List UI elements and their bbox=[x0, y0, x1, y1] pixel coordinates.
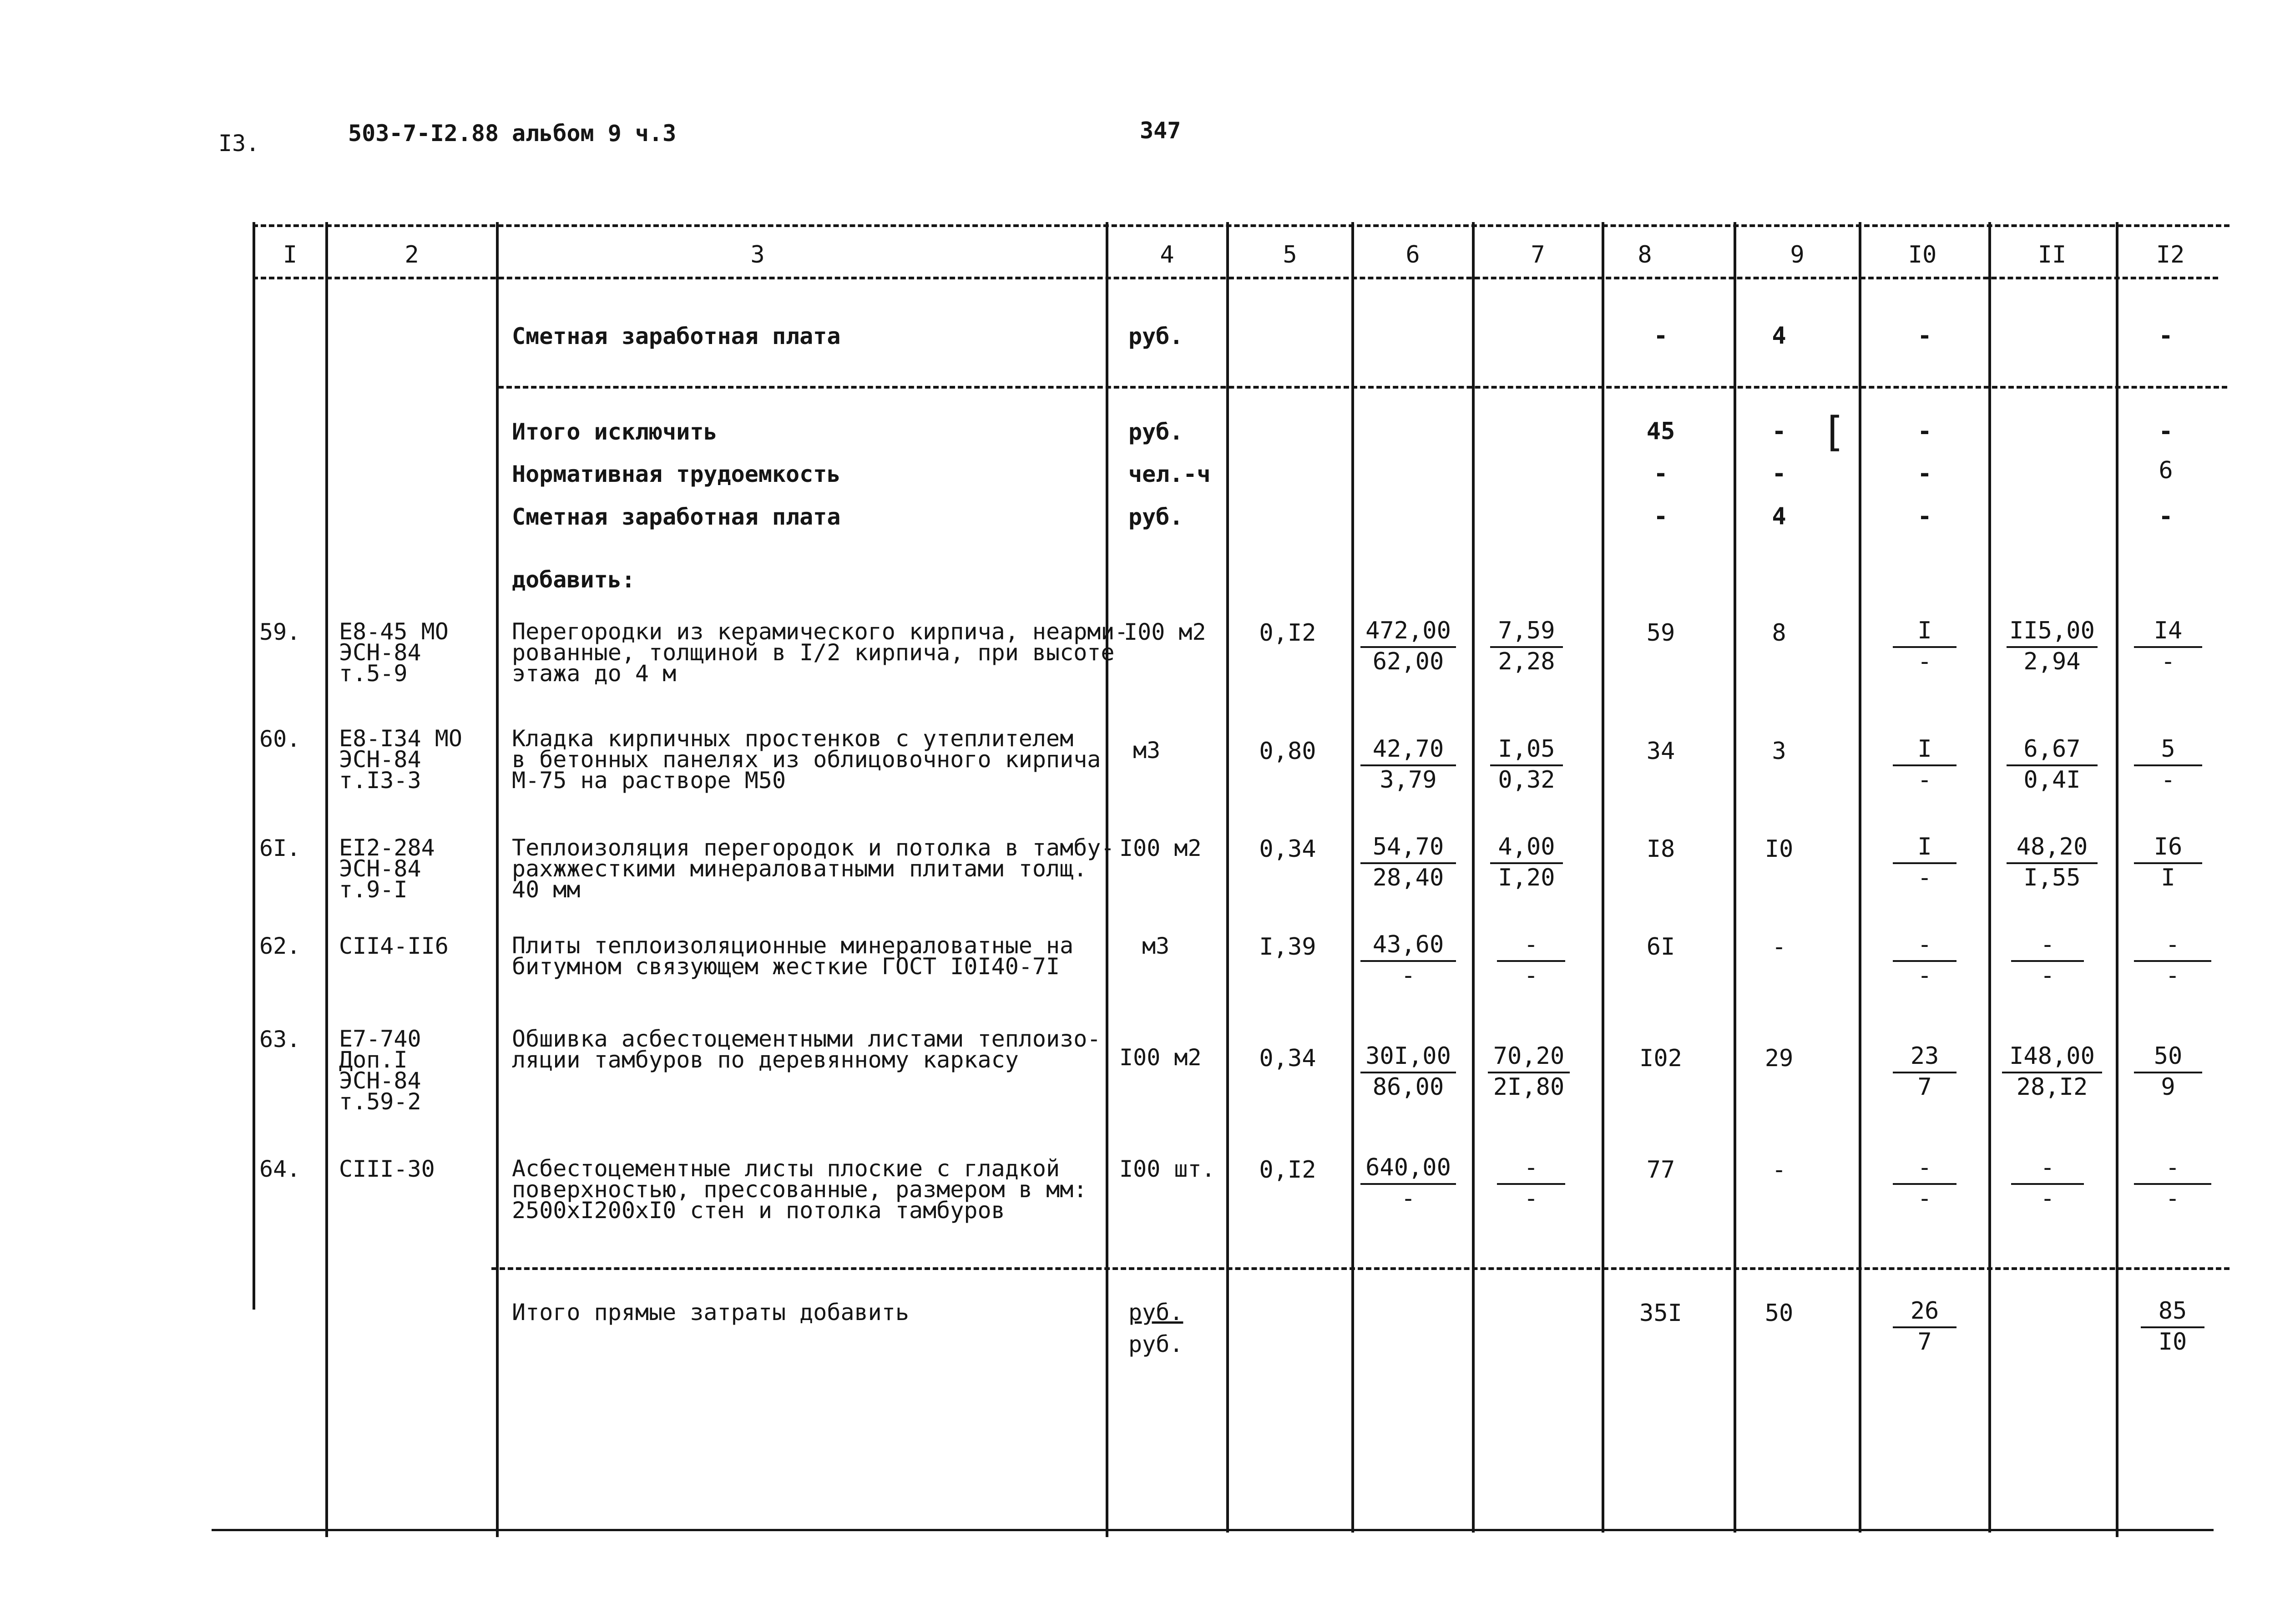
item-num: 59. bbox=[259, 619, 301, 645]
column-number-6: 6 bbox=[1405, 241, 1420, 268]
item-c12 bbox=[2134, 835, 2202, 890]
c6-bottom: 86,00 bbox=[1372, 1073, 1444, 1101]
c12-bottom: I0 bbox=[2158, 1328, 2187, 1356]
c12-bottom: - bbox=[2161, 766, 2175, 794]
c6-bottom: - bbox=[1401, 962, 1416, 989]
item-c10 bbox=[1893, 835, 1956, 890]
item-c12 bbox=[2134, 933, 2211, 987]
c7-bottom: I,20 bbox=[1498, 864, 1555, 891]
c12-top: I6 bbox=[2134, 835, 2202, 864]
item-c12 bbox=[2134, 619, 2202, 673]
c7-bottom: - bbox=[1524, 962, 1538, 989]
item-code-line: E8-I34 МО bbox=[339, 725, 462, 752]
item-c9: - bbox=[1772, 1156, 1786, 1184]
item-c6 bbox=[1360, 1156, 1456, 1210]
c11-top: - bbox=[2011, 933, 2084, 962]
col-line-3 bbox=[496, 222, 499, 1537]
c11-bottom: 0,4I bbox=[2023, 766, 2081, 794]
total-add-c8: 35I bbox=[1639, 1300, 1682, 1327]
column-number-12: I2 bbox=[2156, 241, 2185, 268]
total-add-unit-2: руб. bbox=[1128, 1331, 1183, 1357]
desc-line: рахжжесткими минераловатными плитами толщ. bbox=[512, 855, 1087, 882]
item-c9: 8 bbox=[1772, 619, 1786, 647]
table-top-rule bbox=[253, 224, 2230, 227]
c10-top: - bbox=[1893, 933, 1956, 962]
item-description bbox=[512, 725, 1101, 794]
desc-line: Обшивка асбестоцементными листами теплоизо- bbox=[512, 1026, 1101, 1052]
margin-annotation: 6 bbox=[2159, 457, 2173, 484]
c12-top: I4 bbox=[2134, 619, 2202, 648]
c10-bottom: 7 bbox=[1917, 1328, 1932, 1356]
item-c8: I8 bbox=[1646, 835, 1675, 863]
col-line-1 bbox=[253, 222, 255, 1310]
col-line-2 bbox=[325, 222, 328, 1537]
item-c7 bbox=[1490, 737, 1563, 792]
column-number-2: 2 bbox=[404, 241, 419, 268]
item-c6 bbox=[1360, 619, 1456, 673]
c6-bottom: 62,00 bbox=[1372, 648, 1444, 675]
total-add-c10 bbox=[1893, 1299, 1956, 1354]
c6-top: 640,00 bbox=[1360, 1156, 1456, 1185]
item-c8: 34 bbox=[1646, 738, 1675, 765]
c11-bottom: 28,I2 bbox=[2016, 1073, 2088, 1101]
c10-top: I bbox=[1893, 737, 1956, 766]
c7-bottom: 2I,80 bbox=[1493, 1073, 1565, 1101]
item-unit: I00 м2 bbox=[1119, 835, 1202, 861]
c6-bottom: 3,79 bbox=[1380, 766, 1437, 794]
exclude-total-c8: 45 bbox=[1646, 418, 1675, 445]
add-label: добавить: bbox=[512, 567, 635, 593]
header-bottom-rule bbox=[253, 277, 2218, 279]
c10-top: - bbox=[1893, 1156, 1956, 1185]
c7-top: 70,20 bbox=[1488, 1044, 1570, 1073]
col-line-11 bbox=[1988, 222, 1991, 1533]
total-add-label: Итого прямые затраты добавить bbox=[512, 1299, 909, 1326]
item-qty: 0,I2 bbox=[1259, 1156, 1316, 1184]
c11-bottom: I,55 bbox=[2023, 864, 2081, 891]
c11-top: 48,20 bbox=[2007, 835, 2098, 864]
c11-top: 6,67 bbox=[2007, 737, 2098, 766]
item-unit: I00 шт. bbox=[1119, 1156, 1215, 1182]
item-c6 bbox=[1360, 933, 1456, 987]
desc-line: ляции тамбуров по деревянному каркасу bbox=[512, 1047, 1019, 1073]
c7-top: 7,59 bbox=[1490, 619, 1563, 648]
summary-top-c12: - bbox=[2159, 322, 2173, 349]
bracket-annotation: [ bbox=[1821, 408, 1846, 456]
c7-top: I,05 bbox=[1490, 737, 1563, 766]
item-qty: 0,34 bbox=[1259, 835, 1316, 863]
item-qty: I,39 bbox=[1259, 933, 1316, 961]
total-add-unit-1: руб. bbox=[1128, 1299, 1183, 1326]
item-num: 62. bbox=[259, 933, 301, 959]
item-unit: м3 bbox=[1133, 737, 1161, 764]
item-description bbox=[512, 1026, 1101, 1073]
desc-line: в бетонных панелях из облицовочного кирпича bbox=[512, 746, 1101, 773]
col-line-8 bbox=[1602, 222, 1604, 1533]
labor-norm-c9: - bbox=[1772, 460, 1786, 487]
exclude-total-unit: руб. bbox=[1128, 419, 1183, 445]
c12-top: - bbox=[2134, 933, 2211, 962]
summary-top-unit: руб. bbox=[1128, 323, 1183, 349]
c11-bottom: - bbox=[2040, 962, 2055, 989]
item-code-line: ЭСН-84 bbox=[339, 855, 421, 882]
c12-bottom: 9 bbox=[2161, 1073, 2175, 1101]
column-number-9: 9 bbox=[1790, 241, 1805, 268]
c10-top: 23 bbox=[1893, 1044, 1956, 1073]
item-code-line: т.5-9 bbox=[339, 660, 408, 687]
c10-bottom: - bbox=[1917, 1185, 1932, 1212]
item-unit: I00 м2 bbox=[1119, 1044, 1202, 1071]
c12-bottom: I bbox=[2161, 864, 2175, 891]
item-c7 bbox=[1497, 933, 1565, 987]
item-c6 bbox=[1360, 835, 1456, 890]
item-c7 bbox=[1490, 619, 1563, 673]
desc-line: битумном связующем жесткие ГОСТ I0I40-7I bbox=[512, 953, 1060, 980]
desc-line: Перегородки из керамического кирпича, неарми- bbox=[512, 618, 1128, 645]
section-rule-total bbox=[491, 1267, 2230, 1270]
item-c8: I02 bbox=[1639, 1045, 1682, 1072]
c12-top: 50 bbox=[2134, 1044, 2202, 1073]
col-line-7 bbox=[1472, 222, 1475, 1533]
item-code bbox=[339, 1026, 421, 1115]
desc-line: Плиты теплоизоляционные минераловатные на bbox=[512, 932, 1074, 959]
item-description bbox=[512, 1155, 1087, 1224]
desc-line: Кладка кирпичных простенков с утеплителем bbox=[512, 725, 1074, 752]
c10-top: I bbox=[1893, 835, 1956, 864]
column-number-4: 4 bbox=[1160, 241, 1174, 268]
item-code bbox=[339, 935, 449, 957]
wage-c10: - bbox=[1917, 503, 1932, 530]
col-line-10 bbox=[1859, 222, 1861, 1533]
column-number-5: 5 bbox=[1283, 241, 1297, 268]
sheet-mark: I3. bbox=[218, 130, 260, 157]
desc-line: Асбестоцементные листы плоские с гладкой bbox=[512, 1155, 1060, 1182]
item-c7 bbox=[1497, 1156, 1565, 1210]
wage-c12: - bbox=[2159, 503, 2173, 530]
item-qty: 0,I2 bbox=[1259, 619, 1316, 647]
wage-c8: - bbox=[1653, 503, 1668, 530]
item-c9: 3 bbox=[1772, 738, 1786, 765]
column-number-1: I bbox=[283, 241, 298, 268]
item-code bbox=[339, 618, 449, 687]
c12-bottom: - bbox=[2165, 1185, 2180, 1212]
item-c10 bbox=[1893, 737, 1956, 792]
total-add-c9: 50 bbox=[1764, 1300, 1794, 1327]
item-code bbox=[339, 835, 435, 903]
item-code-line: ЭСН-84 bbox=[339, 1067, 421, 1094]
item-c10 bbox=[1893, 1156, 1956, 1210]
item-c9: 29 bbox=[1764, 1045, 1794, 1072]
col-line-5 bbox=[1226, 222, 1229, 1533]
item-c8: 59 bbox=[1646, 619, 1675, 647]
labor-norm-c10: - bbox=[1917, 460, 1932, 487]
c7-top: 4,00 bbox=[1490, 835, 1563, 864]
item-unit: I00 м2 bbox=[1124, 619, 1206, 645]
c7-bottom: - bbox=[1524, 1185, 1538, 1212]
item-c11 bbox=[2011, 933, 2084, 987]
column-number-3: 3 bbox=[750, 241, 765, 268]
c7-bottom: 0,32 bbox=[1498, 766, 1555, 794]
c11-bottom: 2,94 bbox=[2023, 648, 2081, 675]
c11-top: - bbox=[2011, 1156, 2084, 1185]
item-code-line: E8-45 МО bbox=[339, 618, 449, 645]
c10-bottom: - bbox=[1917, 864, 1932, 891]
c12-bottom: - bbox=[2161, 648, 2175, 675]
item-code-line: ЭСН-84 bbox=[339, 746, 421, 773]
c7-top: - bbox=[1497, 933, 1565, 962]
c6-bottom: 28,40 bbox=[1372, 864, 1444, 891]
column-number-11: II bbox=[2037, 241, 2067, 268]
item-num: 6I. bbox=[259, 835, 301, 861]
wage-unit: руб. bbox=[1128, 504, 1183, 530]
c10-top: 26 bbox=[1893, 1299, 1956, 1328]
labor-norm-label: Нормативная трудоемкость bbox=[512, 461, 841, 487]
item-c12 bbox=[2134, 1044, 2202, 1099]
c10-bottom: - bbox=[1917, 962, 1932, 989]
col-line-9 bbox=[1734, 222, 1736, 1533]
col-line-6 bbox=[1351, 222, 1354, 1533]
item-c9: - bbox=[1772, 933, 1786, 961]
item-code-line: ЭСН-84 bbox=[339, 639, 421, 666]
desc-line: этажа до 4 м bbox=[512, 660, 677, 687]
item-c12 bbox=[2134, 737, 2202, 792]
item-c8: 77 bbox=[1646, 1156, 1675, 1184]
summary-top-c9: 4 bbox=[1772, 322, 1786, 349]
item-code-line: т.I3-3 bbox=[339, 767, 421, 794]
table-bottom-rule bbox=[212, 1529, 2214, 1531]
c6-top: 472,00 bbox=[1360, 619, 1456, 648]
exclude-total-label: Итого исключить bbox=[512, 419, 718, 445]
c10-bottom: 7 bbox=[1917, 1073, 1932, 1101]
document-album: альбом 9 ч.3 bbox=[512, 120, 677, 147]
item-num: 60. bbox=[259, 726, 301, 752]
item-num: 64. bbox=[259, 1156, 301, 1182]
c11-top: II5,00 bbox=[2007, 619, 2098, 648]
c7-bottom: 2,28 bbox=[1498, 648, 1555, 675]
item-code-line: CIII-30 bbox=[339, 1156, 435, 1182]
c12-top: 5 bbox=[2134, 737, 2202, 766]
wage-c9: 4 bbox=[1772, 503, 1786, 530]
item-unit: м3 bbox=[1142, 933, 1170, 959]
item-code bbox=[339, 725, 462, 794]
item-c6 bbox=[1360, 737, 1456, 792]
c11-bottom: - bbox=[2040, 1185, 2055, 1212]
column-number-10: I0 bbox=[1908, 241, 1937, 268]
page-number: 347 bbox=[1140, 117, 1181, 144]
summary-top-c10: - bbox=[1917, 322, 1932, 349]
desc-line: 2500хI200хI0 стен и потолка тамбуров bbox=[512, 1197, 1005, 1224]
item-c11 bbox=[2011, 1156, 2084, 1210]
labor-norm-unit: чел.-ч bbox=[1128, 461, 1211, 487]
item-qty: 0,80 bbox=[1259, 738, 1316, 765]
exclude-total-c12: - bbox=[2159, 418, 2173, 445]
item-c12 bbox=[2134, 1156, 2211, 1210]
item-c8: 6I bbox=[1646, 933, 1675, 961]
desc-line: рованные, толщиной в I/2 кирпича, при высоте bbox=[512, 639, 1115, 666]
item-description bbox=[512, 932, 1074, 980]
item-code-line: т.9-I bbox=[339, 876, 408, 903]
item-c9: I0 bbox=[1764, 835, 1794, 863]
c12-top: - bbox=[2134, 1156, 2211, 1185]
item-num: 63. bbox=[259, 1026, 301, 1052]
item-c10 bbox=[1893, 619, 1956, 673]
wage-label: Сметная заработная плата bbox=[512, 504, 841, 530]
item-c7 bbox=[1488, 1044, 1570, 1099]
section-rule-exclude bbox=[498, 386, 2227, 389]
c10-bottom: - bbox=[1917, 766, 1932, 794]
desc-line: М-75 на растворе М50 bbox=[512, 767, 786, 794]
column-number-7: 7 bbox=[1531, 241, 1545, 268]
item-c10 bbox=[1893, 1044, 1956, 1099]
item-code-line: Доп.I bbox=[339, 1047, 408, 1073]
item-code-line: E7-740 bbox=[339, 1026, 421, 1052]
desc-line: 40 мм bbox=[512, 876, 581, 903]
exclude-total-c9: - bbox=[1772, 418, 1786, 445]
total-add-c12 bbox=[2141, 1299, 2204, 1354]
c6-top: 42,70 bbox=[1360, 737, 1456, 766]
exclude-total-c10: - bbox=[1917, 418, 1932, 445]
summary-top-label: Сметная заработная плата bbox=[512, 323, 841, 349]
c6-top: 43,60 bbox=[1360, 933, 1456, 962]
item-c10 bbox=[1893, 933, 1956, 987]
c12-top: 85 bbox=[2141, 1299, 2204, 1328]
item-code-line: т.59-2 bbox=[339, 1088, 421, 1115]
c6-bottom: - bbox=[1401, 1185, 1416, 1212]
item-c11 bbox=[2007, 619, 2098, 673]
c7-top: - bbox=[1497, 1156, 1565, 1185]
labor-norm-c8: - bbox=[1653, 460, 1668, 487]
item-description bbox=[512, 618, 1128, 687]
c12-bottom: - bbox=[2165, 962, 2180, 989]
item-c11 bbox=[2002, 1044, 2102, 1099]
item-c7 bbox=[1490, 835, 1563, 890]
item-code-line: CII4-II6 bbox=[339, 933, 449, 959]
item-description bbox=[512, 835, 1115, 903]
c10-top: I bbox=[1893, 619, 1956, 648]
item-qty: 0,34 bbox=[1259, 1045, 1316, 1072]
item-c11 bbox=[2007, 737, 2098, 792]
summary-top-c8: - bbox=[1653, 322, 1668, 349]
c10-bottom: - bbox=[1917, 648, 1932, 675]
col-line-12 bbox=[2116, 222, 2118, 1537]
desc-line: поверхностью, прессованные, размером в мм: bbox=[512, 1176, 1087, 1203]
item-code-line: EI2-284 bbox=[339, 835, 435, 861]
c11-top: I48,00 bbox=[2002, 1044, 2102, 1073]
item-code bbox=[339, 1158, 435, 1180]
desc-line: Теплоизоляция перегородок и потолка в тамбу- bbox=[512, 835, 1115, 861]
item-c11 bbox=[2007, 835, 2098, 890]
c6-top: 30I,00 bbox=[1360, 1044, 1456, 1073]
c6-top: 54,70 bbox=[1360, 835, 1456, 864]
column-number-8: 8 bbox=[1638, 241, 1652, 268]
document-code: 503-7-I2.88 bbox=[348, 120, 499, 147]
item-c6 bbox=[1360, 1044, 1456, 1099]
